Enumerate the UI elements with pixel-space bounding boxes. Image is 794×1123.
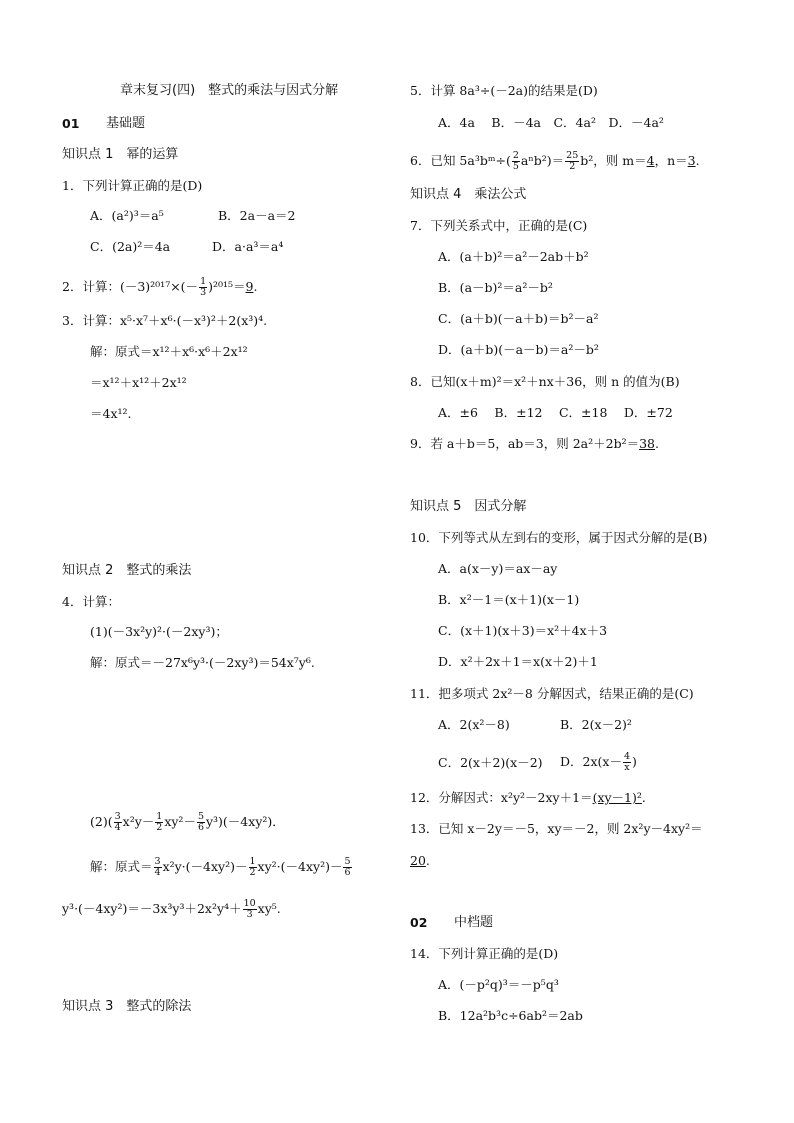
q9-answer: 38 <box>639 436 656 451</box>
question-5: 5．计算 8a³÷(－2a)的结果是(D) <box>410 83 598 98</box>
knowledge-point-5: 知识点 5 因式分解 <box>410 499 527 514</box>
q11-option-a: A．2(x²－8) <box>438 717 510 732</box>
q6-answer-n: 3 <box>687 153 696 168</box>
q2-answer: 9 <box>245 279 254 294</box>
q11-option-d: D．2x(x－ $\frac{4}{x}$ ) <box>560 751 637 773</box>
q1-option-c: C．(2a)²＝4a <box>90 239 171 254</box>
q6-answer-m: 4 <box>646 153 655 168</box>
q13-answer-line: 20. <box>410 853 430 868</box>
section-02-label: 中档题 <box>454 915 494 930</box>
q13-answer: 20 <box>410 853 426 868</box>
knowledge-point-3: 知识点 3 整式的除法 <box>62 999 192 1014</box>
q10-option-a: A．a(x－y)＝ax－ay <box>438 561 558 576</box>
q4-part-2-solution-cont: y³·(－4xy²)＝－3x³y³＋2x²y⁴＋ $\frac{10}{3}$ xy⁵. <box>62 898 281 920</box>
q12-answer: (xy－1)² <box>592 790 642 805</box>
q4-part-2: (2)( $\frac{3}{4}$ x²y－ $\frac{1}{2}$ xy²－ $\frac{5}{6}$ y³)(－4xy²)． <box>90 811 285 833</box>
q7-option-d: D．(a＋b)(－a－b)＝a²－b² <box>438 342 599 357</box>
q4-part-1: (1)(－3x²y)²·(－2xy³)； <box>90 624 228 639</box>
q7-option-b: B．(a－b)²＝a²－b² <box>438 280 553 295</box>
question-1: 1．下列计算正确的是(D) <box>62 178 203 193</box>
q3-solution-1: 解：原式＝x¹²＋x⁶·x⁶＋2x¹² <box>90 344 248 359</box>
section-01-label: 基础题 <box>106 116 146 131</box>
q5-options: A．4a B．－4a C．4a² D．－4a² <box>438 115 664 130</box>
q14-option-a: A．(－p²q)³＝－p⁵q³ <box>438 977 559 992</box>
question-7: 7．下列关系式中，正确的是(C) <box>410 218 588 233</box>
question-11: 11．把多项式 2x²－8 分解因式，结果正确的是(C) <box>410 686 694 701</box>
q11-option-b: B．2(x－2)² <box>560 717 632 732</box>
knowledge-point-2: 知识点 2 整式的乘法 <box>62 563 192 578</box>
section-01-number: 01 <box>62 116 80 131</box>
q8-options: A．±6 B．±12 C．±18 D．±72 <box>438 405 673 420</box>
q1-option-b: B．2a－a＝2 <box>218 208 296 223</box>
q3-solution-2: ＝x¹²＋x¹²＋2x¹² <box>90 375 187 390</box>
q7-option-c: C．(a＋b)(－a＋b)＝b²－a² <box>438 311 599 326</box>
knowledge-point-1: 知识点 1 幂的运算 <box>62 147 179 162</box>
q10-option-b: B．x²－1＝(x＋1)(x－1) <box>438 592 580 607</box>
q10-option-d: D．x²＋2x＋1＝x(x＋2)＋1 <box>438 654 598 669</box>
knowledge-point-4: 知识点 4 乘法公式 <box>410 187 527 202</box>
question-3: 3．计算：x⁵·x⁷＋x⁶·(－x³)²＋2(x³)⁴. <box>62 313 268 328</box>
q4-part-1-solution: 解：原式＝－27x⁶y³·(－2xy³)＝54x⁷y⁶. <box>90 655 315 670</box>
question-2: 2．计算：(－3)²⁰¹⁷×(－ $\frac{1}{3}$ )²⁰¹⁵＝9. <box>62 276 258 298</box>
chapter-title: 章末复习(四) 整式的乘法与因式分解 <box>120 83 339 98</box>
question-9: 9．若 a＋b＝5，ab＝3，则 2a²＋2b²＝38. <box>410 436 659 451</box>
question-6: 6．已知 5a³bᵐ÷( $\frac{2}{5}$ aⁿb²)＝ $\frac{25}{2}$ b²，则 m＝4，n＝3. <box>410 150 700 172</box>
q1-option-d: D．a·a³＝a⁴ <box>212 239 284 254</box>
q3-solution-3: ＝4x¹². <box>90 406 132 421</box>
question-14: 14．下列计算正确的是(D) <box>410 946 559 961</box>
question-12: 12．分解因式：x²y²－2xy＋1＝(xy－1)². <box>410 790 646 805</box>
q7-option-a: A．(a＋b)²＝a²－2ab＋b² <box>438 249 589 264</box>
q1-option-a: A．(a²)³＝a⁵ <box>90 208 164 223</box>
q2-fraction: $\frac{1}{3}$ <box>200 276 207 298</box>
question-4: 4．计算： <box>62 594 120 609</box>
question-10: 10．下列等式从左到右的变形，属于因式分解的是(B) <box>410 530 708 545</box>
q4-part-2-solution: 解：原式＝ $\frac{3}{4}$ x²y·(－4xy²)－ $\frac{1}{2}$ xy²·(－4xy²)－ $\frac{5}{6}$ <box>90 856 351 878</box>
question-13: 13．已知 x－2y＝－5，xy＝－2，则 2x²y－4xy²＝ <box>410 821 703 836</box>
q10-option-c: C．(x＋1)(x＋3)＝x²＋4x＋3 <box>438 623 608 638</box>
q14-option-b: B．12a²b³c÷6ab²＝2ab <box>438 1008 583 1023</box>
question-8: 8．已知(x＋m)²＝x²＋nx＋36，则 n 的值为(B) <box>410 374 680 389</box>
q11-option-c: C．2(x＋2)(x－2) <box>438 755 543 770</box>
section-02-number: 02 <box>410 915 428 930</box>
